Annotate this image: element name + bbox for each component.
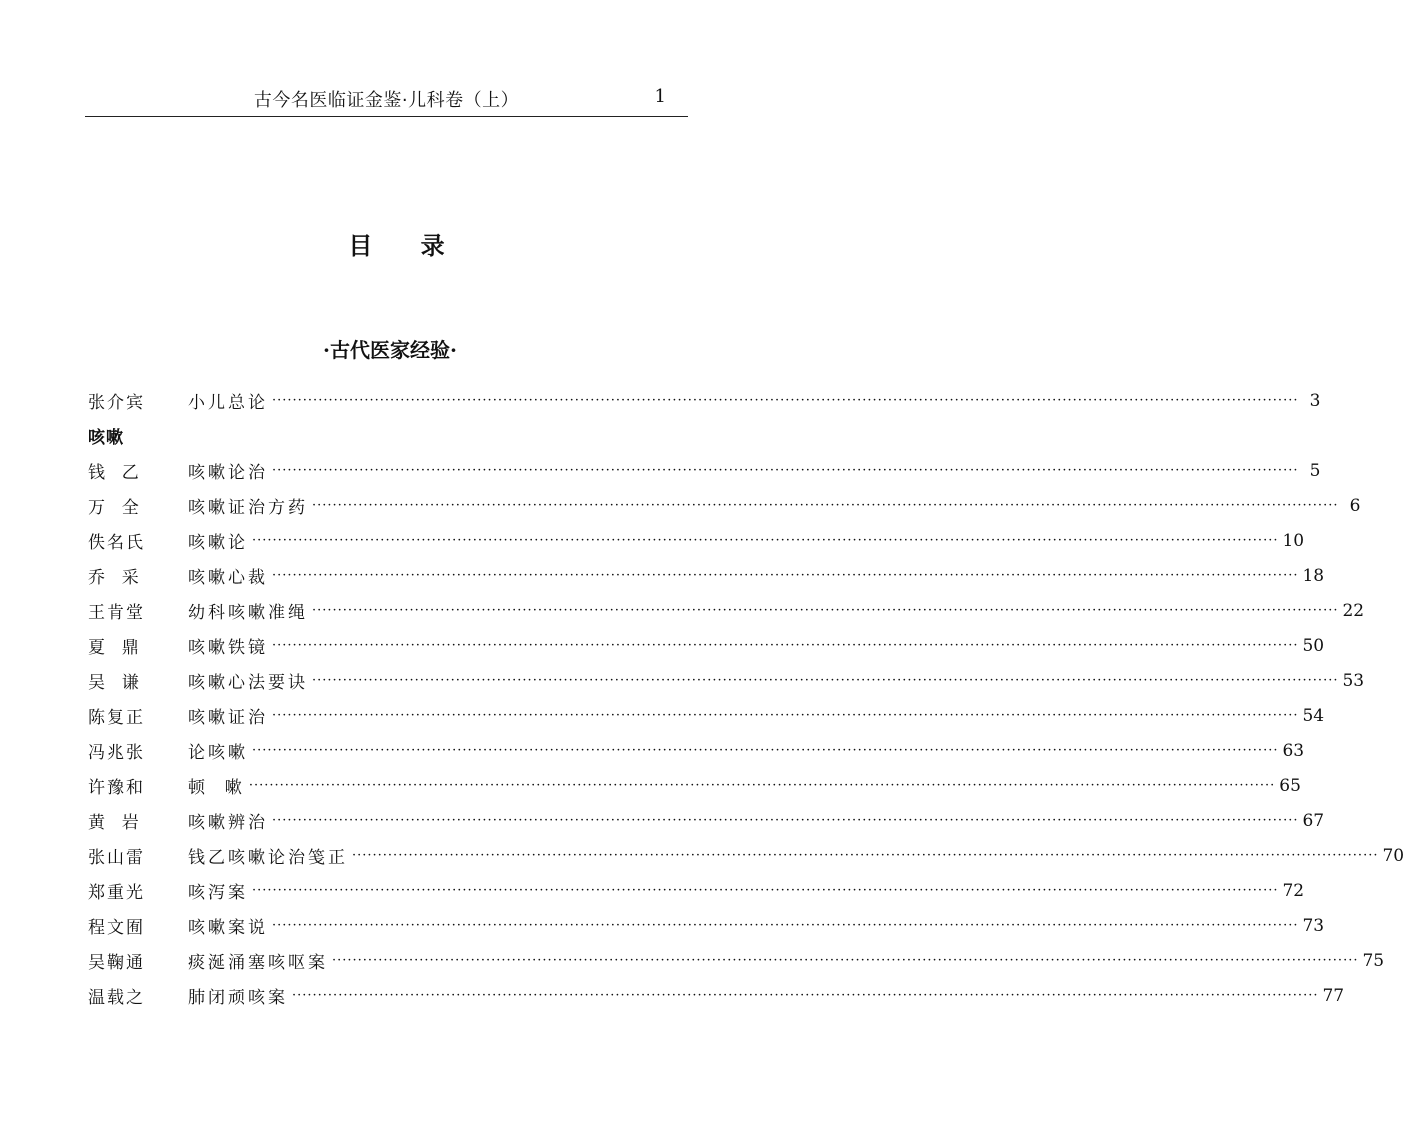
entry-title: 咳嗽论	[188, 533, 248, 553]
entry-title: 幼科咳嗽准绳	[188, 603, 308, 623]
entry-page: 75	[1362, 950, 1385, 971]
toc-entry	[88, 873, 1305, 908]
author-name: 张介宾	[88, 393, 145, 413]
entry-title: 咳嗽心法要诀	[188, 673, 308, 693]
entry-page: 77	[1322, 985, 1345, 1006]
entry-title: 咳嗽证治方药	[188, 498, 308, 518]
author-name: 许豫和	[88, 778, 145, 798]
entry-page: 50	[1302, 635, 1325, 656]
author-name: 温载之	[88, 988, 145, 1008]
header-title: 古今名医临证金鉴·儿科卷（上）	[253, 90, 520, 111]
toc-group-heading	[88, 418, 692, 453]
toc-entry	[88, 978, 1345, 1013]
entry-page: 10	[1282, 530, 1305, 551]
entry-page: 18	[1302, 565, 1325, 586]
dot-leader: ········································································································································································································	[292, 988, 1319, 1003]
entry-page: 63	[1282, 740, 1305, 761]
entry-title: 咳嗽案说	[188, 918, 268, 938]
dot-leader: ········································································································································································································	[332, 953, 1359, 968]
entry-title: 咳泻案	[188, 883, 248, 903]
toc-entry	[88, 768, 1301, 803]
dot-leader: ········································································································································································································	[352, 848, 1379, 863]
author-name: 夏 鼎	[88, 638, 141, 658]
toc-entry	[88, 383, 1321, 418]
toc-entry	[88, 733, 1305, 768]
entry-page: 65	[1279, 775, 1301, 796]
author-name: 郑重光	[88, 883, 145, 903]
entry-page: 6	[1349, 495, 1361, 516]
dot-leader: ········································································································································································································	[252, 883, 1279, 898]
entry-title: 咳嗽心裁	[188, 568, 268, 588]
author-name: 钱 乙	[88, 463, 141, 483]
entry-page: 54	[1302, 705, 1325, 726]
running-header	[85, 84, 688, 117]
dot-leader: ········································································································································································································	[272, 568, 1299, 583]
author-name: 吴鞠通	[88, 953, 145, 973]
author-name: 张山雷	[88, 848, 145, 868]
toc-entry	[88, 908, 1325, 943]
table-of-contents	[88, 383, 1404, 1013]
toc-entry	[88, 838, 1404, 873]
entry-page: 70	[1382, 845, 1404, 866]
dot-leader: ········································································································································································································	[312, 673, 1339, 688]
dot-leader: ········································································································································································································	[272, 463, 1299, 478]
dot-leader: ········································································································································································································	[272, 638, 1299, 653]
dot-leader: ········································································································································································································	[312, 498, 1339, 513]
page-title: 目 录	[348, 232, 445, 260]
entry-page: 3	[1309, 390, 1321, 411]
entry-page: 72	[1282, 880, 1305, 901]
dot-leader: ········································································································································································································	[312, 603, 1339, 618]
toc-entry	[88, 803, 1325, 838]
group-label: 咳嗽	[88, 428, 124, 448]
entry-title: 肺闭顽咳案	[188, 988, 288, 1008]
dot-leader: ········································································································································································································	[248, 778, 1276, 793]
entry-page: 5	[1309, 460, 1321, 481]
author-name: 陈复正	[88, 708, 145, 728]
entry-title: 咳嗽论治	[188, 463, 268, 483]
toc-entry	[88, 943, 1385, 978]
entry-page: 53	[1342, 670, 1365, 691]
toc-entry	[88, 558, 1325, 593]
dot-leader: ········································································································································································································	[272, 918, 1299, 933]
author-name: 万 全	[88, 498, 141, 518]
toc-entry	[88, 488, 1361, 523]
entry-title: 咳嗽辨治	[188, 813, 268, 833]
entry-title: 痰涎涌塞咳呕案	[188, 953, 328, 973]
toc-entry	[88, 453, 1321, 488]
toc-entry	[88, 593, 1365, 628]
dot-leader: ········································································································································································································	[272, 393, 1299, 408]
author-name: 王肯堂	[88, 603, 145, 623]
toc-entry	[88, 628, 1325, 663]
entry-title: 顿 嗽	[188, 778, 245, 798]
toc-entry	[88, 663, 1365, 698]
author-name: 吴 谦	[88, 673, 141, 693]
entry-title: 咳嗽证治	[188, 708, 268, 728]
author-name: 程文囿	[88, 918, 145, 938]
author-name: 佚名氏	[88, 533, 145, 553]
dot-leader: ········································································································································································································	[272, 708, 1299, 723]
entry-page: 22	[1342, 600, 1365, 621]
entry-title: 钱乙咳嗽论治笺正	[188, 848, 348, 868]
toc-entry	[88, 523, 1305, 558]
page-number: 1	[654, 86, 666, 107]
entry-page: 67	[1302, 810, 1325, 831]
toc-entry	[88, 698, 1325, 733]
entry-title: 论咳嗽	[188, 743, 248, 763]
dot-leader: ········································································································································································································	[252, 533, 1279, 548]
author-name: 乔 采	[88, 568, 141, 588]
author-name: 黄 岩	[88, 813, 141, 833]
entry-page: 73	[1302, 915, 1325, 936]
dot-leader: ········································································································································································································	[272, 813, 1299, 828]
entry-title: 咳嗽铁镜	[188, 638, 268, 658]
dot-leader: ········································································································································································································	[252, 743, 1279, 758]
section-heading: ·古代医家经验·	[323, 338, 457, 362]
author-name: 冯兆张	[88, 743, 145, 763]
entry-title: 小儿总论	[188, 393, 268, 413]
